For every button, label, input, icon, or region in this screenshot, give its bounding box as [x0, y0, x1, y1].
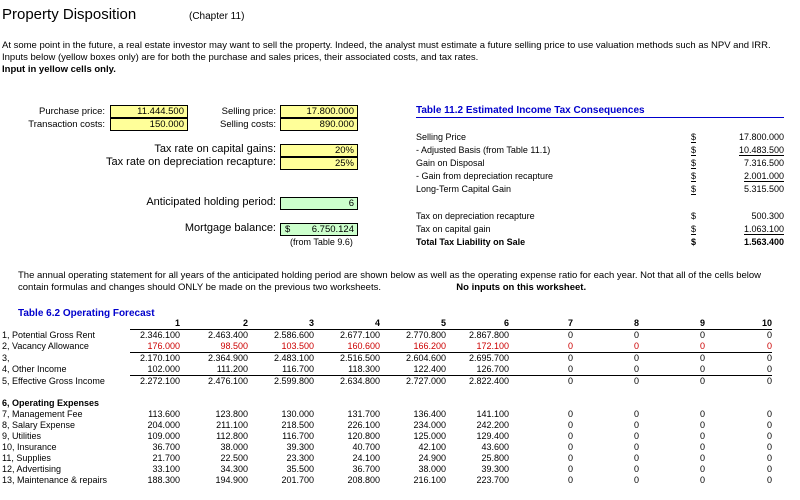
page-title: Property Disposition — [2, 6, 137, 23]
year-header: 2 — [180, 318, 248, 330]
table-row: 12, Advertising 33.100 34.300 35.500 36.700 38.000 39.300 0 0 0 0 — [2, 464, 772, 474]
tax-row-tax-capital-gain: Tax on capital gain $ 1.063.100 — [416, 224, 784, 234]
tax-rate-depreciation-label: Tax rate on depreciation recapture: — [106, 156, 276, 168]
intro-paragraph — [2, 40, 792, 76]
holding-period-cell[interactable]: 6 — [280, 197, 358, 210]
table-row: 1, Potential Gross Rent 2.346.100 2.463.400 2.586.600 2.677.100 2.770.800 2.867.800 0 0 0 0 — [2, 329, 772, 340]
mortgage-balance-cell[interactable] — [280, 223, 358, 236]
intro-instruction: Input in yellow cells only. — [2, 64, 116, 75]
table-row: 10, Insurance 36.700 38.000 39.300 40.700 42.100 43.600 0 0 0 0 — [2, 442, 772, 452]
mortgage-source-note: (from Table 9.6) — [290, 237, 353, 247]
table-row: 2, Vacancy Allowance 176.000 98.500 103.500 160.600 166.200 172.100 0 0 0 0 — [2, 341, 772, 352]
table-6-2-title: Table 6.2 Operating Forecast — [18, 308, 155, 319]
purchase-price-input[interactable]: 11.444.500 — [110, 105, 188, 118]
transaction-costs-input[interactable]: 150.000 — [110, 118, 188, 131]
year-header: 1 — [130, 318, 180, 330]
table-row: 7, Management Fee 113.600 123.800 130.000 131.700 136.400 141.100 0 0 0 0 — [2, 409, 772, 419]
year-header: 6 — [446, 318, 509, 330]
table-row: 5, Effective Gross Income 2.272.100 2.476.100 2.599.800 2.634.800 2.727.000 2.822.400 0 0 0 0 — [2, 375, 772, 386]
table-section-row: 6, Operating Expenses — [2, 398, 100, 408]
tax-row-depreciation-gain: - Gain from depreciation recapture $ 2.001.000 — [416, 171, 784, 181]
year-header: 9 — [639, 318, 705, 330]
mortgage-currency: $ — [285, 224, 291, 235]
year-header-row — [2, 318, 772, 330]
mortgage-balance-label: Mortgage balance: — [184, 222, 276, 234]
year-header: 3 — [248, 318, 314, 330]
tax-rate-capital-gains-label: Tax rate on capital gains: — [154, 143, 276, 155]
chapter-label: (Chapter 11) — [189, 11, 245, 22]
tax-row-total-liability: Total Tax Liability on Sale $ 1.563.400 — [416, 237, 784, 247]
note-text: The annual operating statement for all years of the anticipated holding period are shown below as well as the operating expense ratio for each year. Not that all of the cells below contain formulas and changes should ONLY be made on the previous two worksheets. — [18, 270, 762, 293]
selling-price-label: Selling price: — [221, 106, 276, 117]
tax-row-tax-depreciation: Tax on depreciation recapture $ 500.300 — [416, 211, 784, 221]
tax-row-gain-on-disposal: Gain on Disposal $ 7.316.500 — [416, 158, 784, 168]
table-11-2-title: Table 11.2 Estimated Income Tax Consequences — [416, 105, 645, 116]
selling-price-input[interactable]: 17.800.000 — [280, 105, 358, 118]
selling-costs-input[interactable]: 890.000 — [280, 118, 358, 131]
table-row: 4, Other Income 102.000 111.200 116.700 118.300 122.400 126.700 0 0 0 0 — [2, 364, 772, 375]
tax-row-long-term-gain: Long-Term Capital Gain $ 5.315.500 — [416, 184, 784, 194]
table-row: 9, Utilities 109.000 112.800 116.700 120.800 125.000 129.400 0 0 0 0 — [2, 431, 772, 441]
table-spacer — [2, 387, 772, 398]
intro-text: At some point in the future, a real estate investor may want to sell the property. Indeed, the analyst must estimate a future selling price to use valuation methods such as NPV and IRR. Inputs below (yellow boxes only) are for both the purchase and sales prices, their associated costs, and tax rates. — [2, 40, 771, 63]
year-header: 5 — [380, 318, 446, 330]
table-row: 3, 2.170.100 2.364.900 2.483.100 2.516.500 2.604.600 2.695.700 0 0 0 0 — [2, 352, 772, 363]
tax-rate-depreciation-input[interactable]: 25% — [280, 157, 358, 170]
selling-costs-label: Selling costs: — [220, 119, 276, 130]
year-header: 10 — [705, 318, 772, 330]
year-header: 7 — [509, 318, 573, 330]
note-instruction: No inputs on this worksheet. — [456, 282, 587, 293]
tax-row-adjusted-basis: - Adjusted Basis (from Table 11.1) $ 10.483.500 — [416, 145, 784, 155]
table-row: 13, Maintenance & repairs 188.300 194.900 201.700 208.800 216.100 223.700 0 0 0 0 — [2, 475, 772, 485]
tax-rate-capital-gains-input[interactable]: 20% — [280, 144, 358, 157]
operating-forecast-table — [2, 318, 772, 486]
holding-period-label: Anticipated holding period: — [146, 196, 276, 208]
transaction-costs-label: Transaction costs: — [28, 119, 105, 130]
purchase-price-label: Purchase price: — [38, 106, 105, 117]
year-header: 4 — [314, 318, 380, 330]
table-row: 8, Salary Expense 204.000 211.100 218.500 226.100 234.000 242.200 0 0 0 0 — [2, 420, 772, 430]
tax-row-selling-price: Selling Price $ 17.800.000 — [416, 132, 784, 142]
mortgage-balance-value: 6.750.124 — [311, 224, 354, 235]
table-row: 11, Supplies 21.700 22.500 23.300 24.100 24.900 25.800 0 0 0 0 — [2, 453, 772, 463]
operating-statement-note — [18, 270, 788, 294]
table-11-2-underline — [416, 117, 784, 118]
year-header: 8 — [573, 318, 639, 330]
